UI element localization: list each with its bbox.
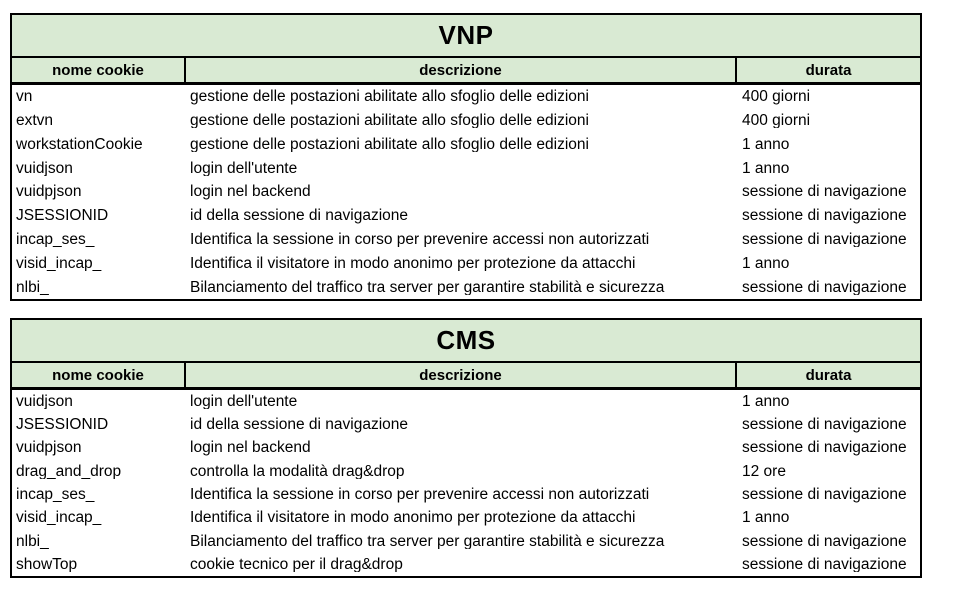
duration-cell: sessione di navigazione [742,279,907,296]
table-row [12,390,920,413]
description-cell: cookie tecnico per il drag&drop [190,556,403,573]
duration-cell: sessione di navigazione [742,184,907,200]
duration-cell: 1 anno [742,510,790,526]
cookie-name-cell: incap_ses_ [16,487,95,503]
table-row [12,530,920,553]
cookie-name-cell: vuidpjson [16,184,82,200]
duration-cell: sessione di navigazione [742,208,907,224]
description-cell: Identifica il visitatore in modo anonimo per protezione da attacchi [190,255,636,272]
description-cell: login nel backend [190,440,311,456]
table-header-row [12,58,920,85]
table-title-vnp: VNP [12,15,920,58]
column-header-nome-cookie: nome cookie [52,61,144,79]
column-header-descrizione: descrizione [184,363,735,387]
table-row [12,252,920,276]
description-cell: gestione delle postazioni abilitate allo sfoglio delle edizioni [190,89,589,105]
cookie-name-cell: visid_incap_ [16,255,102,272]
description-cell: login dell'utente [190,393,298,410]
column-header-durata: durata [735,58,920,82]
cookie-name-cell: vn [16,89,33,105]
description-cell: gestione delle postazioni abilitate allo sfoglio delle edizioni [190,136,589,153]
duration-cell: sessione di navigazione [742,487,907,503]
cookie-name-cell: incap_ses_ [16,231,95,248]
cookie-name-cell: workstationCookie [16,136,143,153]
table-body [12,390,920,576]
description-cell: Identifica il visitatore in modo anonimo per protezione da attacchi [190,510,636,526]
duration-cell: sessione di navigazione [742,556,907,573]
cookie-name-cell: vuidjson [16,160,73,177]
table-row [12,483,920,506]
duration-cell: 1 anno [742,160,790,177]
description-cell: id della sessione di navigazione [190,417,409,433]
cookie-name-cell: vuidjson [16,393,73,410]
duration-cell: sessione di navigazione [742,533,907,550]
cookie-name-cell: nlbi_ [16,533,49,550]
cookie-name-cell: drag_and_drop [16,463,122,480]
table-row [12,553,920,576]
duration-cell: 12 ore [742,463,786,480]
table-row [12,180,920,204]
description-cell: Identifica la sessione in corso per prevenire accessi non autorizzati [190,231,650,248]
description-cell: Identifica la sessione in corso per prevenire accessi non autorizzati [190,487,650,503]
vnp-cookie-table [10,13,922,301]
cookie-name-cell: JSESSIONID [16,208,109,224]
table-row [12,85,920,109]
table-row [12,228,920,252]
table-row [12,109,920,133]
table-header-row [12,363,920,390]
duration-cell: 1 anno [742,393,790,410]
column-header-descrizione: descrizione [184,58,735,82]
column-header-nome-cookie: nome cookie [52,366,144,384]
description-cell: login dell'utente [190,160,298,177]
cookie-name-cell: visid_incap_ [16,510,102,526]
table-row [12,156,920,180]
cookie-name-cell: showTop [16,556,78,573]
table-row [12,204,920,228]
table-row [12,437,920,460]
description-cell: login nel backend [190,184,311,200]
cookie-name-cell: extvn [16,112,54,129]
table-row [12,133,920,157]
cookie-name-cell: vuidpjson [16,440,82,456]
duration-cell: sessione di navigazione [742,417,907,433]
table-row [12,275,920,299]
column-header-durata: durata [735,363,920,387]
table-row [12,413,920,436]
duration-cell: 400 giorni [742,89,811,105]
description-cell: id della sessione di navigazione [190,208,409,224]
description-cell: Bilanciamento del traffico tra server per garantire stabilità e sicurezza [190,533,665,550]
cms-cookie-table [10,318,922,578]
duration-cell: 1 anno [742,255,790,272]
duration-cell: 1 anno [742,136,790,153]
cookie-name-cell: JSESSIONID [16,417,109,433]
duration-cell: sessione di navigazione [742,440,907,456]
description-cell: controlla la modalità drag&drop [190,463,405,480]
cookie-name-cell: nlbi_ [16,279,49,296]
duration-cell: sessione di navigazione [742,231,907,248]
table-row [12,506,920,529]
description-cell: Bilanciamento del traffico tra server per garantire stabilità e sicurezza [190,279,665,296]
duration-cell: 400 giorni [742,112,811,129]
table-title-cms: CMS [12,320,920,363]
table-row [12,460,920,483]
table-body [12,85,920,299]
description-cell: gestione delle postazioni abilitate allo sfoglio delle edizioni [190,112,589,129]
